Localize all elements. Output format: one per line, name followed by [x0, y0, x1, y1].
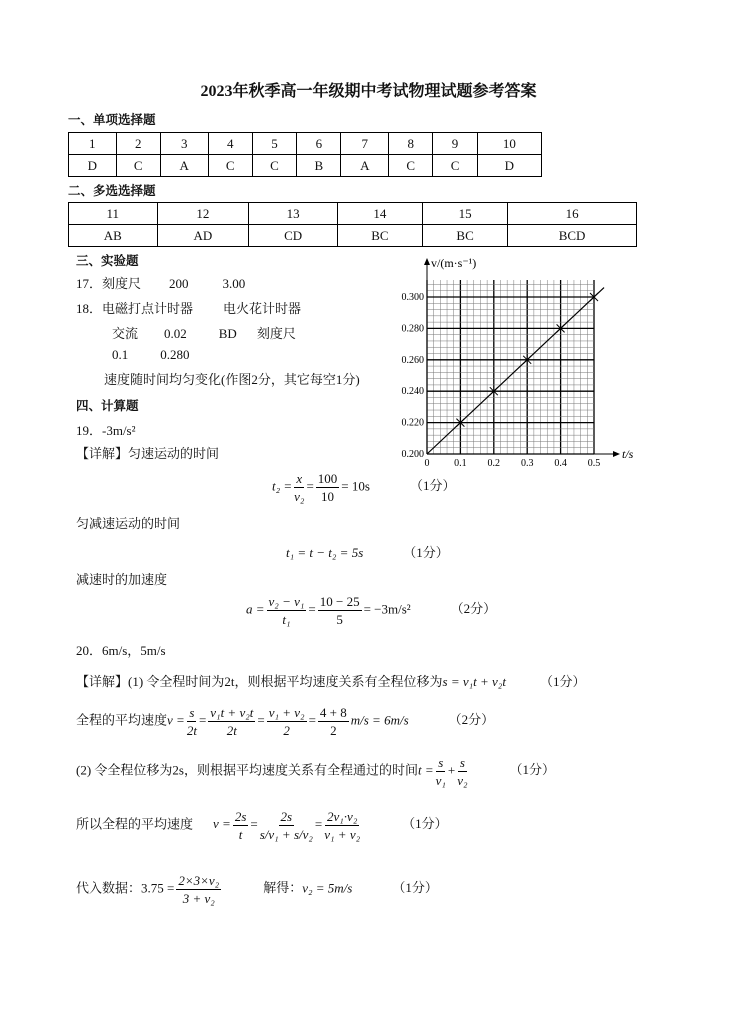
q18-answer: 18．电磁打点计时器 电火花计时器	[76, 301, 302, 316]
accel-label: 减速时的加速度	[76, 572, 168, 587]
answer-cell: D	[69, 155, 117, 177]
question-number-cell: 16	[508, 203, 637, 225]
q18-answer-d: 速度随时间均匀变化(作图2分，其它每空1分)	[104, 372, 360, 387]
y-tick-label: 0.280	[401, 323, 424, 335]
x-axis-label: t/s	[622, 447, 634, 461]
q20-detail-1: 【详解】(1) 令全程时间为2t，则根据平均速度关系有全程位移为s = v₁t + v₂t （1分）	[76, 674, 586, 689]
answer-cell: B	[297, 155, 341, 177]
multi-choice-table	[68, 202, 637, 247]
y-tick-label: 0.220	[401, 417, 424, 429]
section1-heading: 一、单项选择题	[68, 112, 156, 127]
question-number-cell: 14	[337, 203, 422, 225]
question-number-cell: 15	[423, 203, 508, 225]
x-tick-label: 0.3	[520, 458, 534, 469]
question-number-cell: 10	[477, 133, 541, 155]
answer-cell: BCD	[508, 225, 637, 247]
answer-cell: CD	[249, 225, 338, 247]
x-tick-label: 0	[424, 458, 430, 469]
answer-cell: A	[160, 155, 208, 177]
question-number-cell: 13	[249, 203, 338, 225]
question-number-cell: 12	[157, 203, 249, 225]
answer-cell: C	[252, 155, 296, 177]
formula-t2: t₂ = $\frac{x}{\text{v₂}}$ = $\frac{100}{10}$ = 10s （1分）	[272, 471, 456, 504]
answer-cell: BC	[337, 225, 422, 247]
question-number-cell: 3	[160, 133, 208, 155]
formula-a: a = $\frac{\text{v₂ − v₁}}{\text{t₁}}$ = $\frac{10 - 25}{5}$ = −3m/s² （2分）	[246, 594, 497, 627]
answer-cell: C	[208, 155, 252, 177]
q19-detail: 【详解】匀速运动的时间	[76, 446, 220, 461]
q19-answer: 19．-3m/s²	[76, 423, 136, 438]
y-tick-label: 0.200	[401, 449, 424, 460]
y-axis-arrow	[424, 258, 430, 265]
q20-detail-3: (2) 令全程位移为2s，则根据平均速度关系有全程通过的时间t = $\frac{s}{\text{v₁}}$ + $\frac{s}{\text{v₂}}$ （1分）	[76, 755, 556, 788]
velocity-time-chart	[390, 250, 635, 470]
y-tick-label: 0.240	[401, 386, 424, 398]
answer-cell: C	[116, 155, 160, 177]
answer-cell: BC	[423, 225, 508, 247]
q17-answer: 17．刻度尺 200 3.00	[76, 276, 246, 291]
y-axis-label: v/(m·s⁻¹)	[431, 256, 477, 270]
question-number-cell: 2	[116, 133, 160, 155]
single-choice-table	[68, 132, 542, 177]
question-number-cell: 5	[252, 133, 296, 155]
q20-detail-2: 全程的平均速度v = $\frac{s}{2t}$ = $\frac{\text{v₁t + v₂t}}{2t}$ = $\frac{\text{v₁ + v₂}}{2}$ = $\frac{4 + 8}{2}$ m/s = 6m/s （2分）	[76, 705, 495, 738]
formula-t1: t₁ = t − t₂ = 5s （1分）	[286, 545, 449, 560]
y-tick-label: 0.260	[401, 354, 424, 366]
answer-cell: C	[433, 155, 477, 177]
decel-time-label: 匀减速运动的时间	[76, 516, 181, 531]
question-number-cell: 8	[389, 133, 433, 155]
q18-answer-c: 0.1 0.280	[112, 347, 190, 362]
answer-cell: AD	[157, 225, 249, 247]
x-tick-label: 0.1	[454, 458, 467, 469]
question-number-cell: 11	[69, 203, 158, 225]
section2-heading: 二、多选选择题	[68, 183, 156, 198]
answer-cell: A	[341, 155, 389, 177]
y-tick-label: 0.300	[401, 292, 424, 303]
x-tick-label: 0.5	[587, 458, 601, 469]
section3-heading: 三、实验题	[76, 253, 139, 268]
x-tick-label: 0.2	[487, 458, 501, 469]
q20-detail-4: 所以全程的平均速度 v = $\frac{2s}{t}$ = $\frac{2s}{\text{s/v₁ + s/v₂}}$ = $\frac{\text{2v₁·v₂}}{\text{v₁ + v₂}}$ （1分）	[76, 809, 448, 842]
page-title: 2023年秋季高一年级期中考试物理试题参考答案	[200, 83, 537, 100]
x-axis-arrow	[613, 451, 620, 457]
question-number-cell: 6	[297, 133, 341, 155]
question-number-cell: 7	[341, 133, 389, 155]
question-number-cell: 9	[433, 133, 477, 155]
q20-answer: 20．6m/s，5m/s	[76, 643, 166, 658]
q18-answer-b: 交流 0.02 BD 刻度尺	[112, 326, 296, 341]
answer-cell: AB	[69, 225, 158, 247]
answer-cell: D	[477, 155, 541, 177]
section4-heading: 四、计算题	[76, 398, 139, 413]
answer-cell: C	[389, 155, 433, 177]
x-tick-label: 0.4	[554, 458, 567, 469]
question-number-cell: 4	[208, 133, 252, 155]
q20-detail-5: 代入数据：3.75 = $\frac{\text{2×3×v₂}}{\text{3 + v₂}}$ 解得：v₂ = 5m/s （1分）	[76, 873, 438, 906]
question-number-cell: 1	[69, 133, 117, 155]
